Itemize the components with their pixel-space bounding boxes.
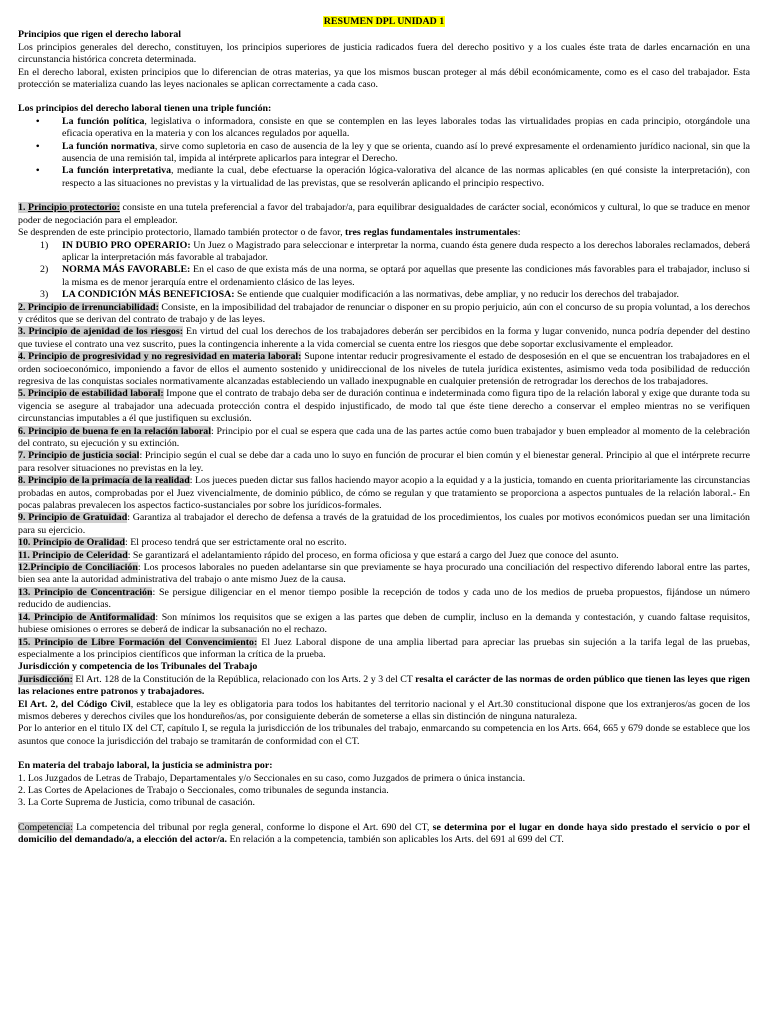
list-item: 3) LA CONDICIÓN MÁS BENEFICIOSA: Se entiende que cualquier modificación a las normativas, debe ampliar, y no reducir los derechos del trabajador. (40, 289, 679, 301)
title-ix-paragraph: Por lo anterior en el titulo IX del CT, capítulo I, se regula la jurisdicción de los tribunales del trabajo, enmarcando su competencia en los Arts. 664, 665 y 679 donde se establece que los asuntos que conoce la jurisdicción del trabajo se tramitarán de conformidad con el CT. (18, 723, 750, 747)
spacer (18, 810, 750, 822)
principle-8: 8. Principio de la primacía de la realidad: Los jueces pueden dictar sus fallos haciendo mayor acopio a la equidad y a la justicia, tomando en cuenta prioritariamente las circunstancias probadas en autos, comprobadas por el Juez vivencialmente, de dominio público, de cómo se regulan y que tratamiento se proporciona a aspectos puntuales de la relación laboral.- En pocas palabras prevalecen los aspectos factico-sustanciales por sobre los jurídicos-formales. (18, 475, 751, 512)
administration-heading: En materia del trabajo laboral, la justicia se administra por: (18, 760, 273, 772)
principle-3: 3. Principio de ajenidad de los riesgos: En virtud del cual los derechos de los trabajadores deberán ser percibidos en la forma y lugar convenido, nunca podría depender del destino que tuviese el contrato una vez suscrito, pues la contingencia inherente a la vida comercial se cuenta entre los riesgos que debe soportar exclusivamente el empleador. (18, 326, 751, 350)
principle-9: 9. Principio de Gratuidad: Garantiza al trabajador el derecho de defensa a través de la gratuidad de los procedimientos, los cuales por motivos económicos puedan ser una limitación para su ejercicio. (18, 512, 750, 536)
list-item: 2. Las Cortes de Apelaciones de Trabajo o Seccionales, como tribunales de segunda instancia. (18, 784, 389, 796)
jurisdiction-paragraph: Jurisdicción: El Art. 128 de la Constitución de la República, relacionado con los Arts. 2 y 3 del CT resalta el carácter de las normas de orden público que tienen las leyes que rigen las relaciones entre patronos y trabajadores. (18, 673, 750, 698)
bullet-icon: • (36, 165, 40, 177)
principle-13: 13. Principio de Concentración: Se persigue diligenciar en el menor tiempo posible la recepción de todos y cada uno de los medios de prueba propuestos, fijándose un número reducido de audiencias. (18, 586, 750, 611)
principle-14: 14. Principio de Antiformalidad: Son mínimos los requisitos que se exigen a las partes que deben de cumplir, incluso en la demanda y contestación, y cuando faltase requisitos, hubiese omisiones o errores se deberá de indicar la subsanación no el rechazo. (18, 611, 750, 636)
principle-6: 6. Principio de buena fe en la relación laboral: Principio por el cual se espera que cada una de las partes actúe como buen trabajador y buen empleador al momento de la celebración del contrato, su ejecución y su extinción. (18, 425, 750, 449)
intro-heading: Principios que rigen el derecho laboral (18, 29, 182, 41)
spacer (18, 748, 750, 760)
jurisdiction-heading: Jurisdicción y competencia de los Tribunales del Trabajo (18, 661, 258, 673)
list-item: • La función interpretativa, mediante la cual, debe efectuarse la operación lógica-valorativa del alcance de las normas aplicables (en qué consiste la interpretación), con respecto a las situaciones no previstas y la virtualidad de las previstas, que se resolverán aplicando el principio respectivo. (36, 165, 750, 189)
list-item: • La función política, legislativa o informadora, consiste en que se contemplen en las leyes laborales todas las virtualidades propias en cada principio, otorgándole una eficacia operativa en la materia y con los alcances regulados por aquella. (36, 115, 751, 140)
principle-1: 1. Principio protectorio: consiste en una tutela preferencial a favor del trabajador/a, para equilibrar desigualdades de carácter social, económicos y cultural, lo que se traduce en menor poder de negociación para el empleador. (18, 202, 750, 226)
principle-10: 10. Principio de Oralidad: El proceso tendrá que ser estrictamente oral no escrito. (18, 537, 347, 549)
intro-paragraph-1: Los principios generales del derecho, constituyen, los principios superiores de justicia radicados fuera del derecho positivo y a los cuales éste trata de darles encarnación en una circunstancia histórica concreta determinada. (18, 41, 750, 66)
principle-11: 11. Principio de Celeridad: Se garantizará el adelantamiento rápido del proceso, en forma oficiosa y que estará a cargo del Juez que conoce del asunto. (18, 549, 619, 561)
list-item: 3. La Corte Suprema de Justicia, como tribunal de casación. (18, 797, 255, 809)
list-item: 1) IN DUBIO PRO OPERARIO: Un Juez o Magistrado para seleccionar e interpretar la norma, cuando ésta genere duda respecto a los derechos laborales reclamados, deberá aplicar la interpretación más favorable al trabajador. (40, 239, 750, 263)
list-item: • La función normativa, sirve como supletoria en caso de ausencia de la ley y que se orienta, cuando así lo prevé expresamente el ordenamiento jurídico nacional, sin que la ausencia de una remisión tal, impida al intérprete aplicarlos para integrar el Derecho. (36, 140, 750, 165)
list-item: 1. Los Juzgados de Letras de Trabajo, Departamentales y/o Seccionales en su caso, como Juzgados de primera o única instancia. (18, 772, 526, 784)
rules-list (18, 240, 750, 302)
civil-code-paragraph: El Art. 2, del Código Civil, establece que la ley es obligatoria para todos los habitantes del territorio nacional y el Art.30 constitucional dispone que los extranjeros/as gocen de los mismos deberes y derechos civiles que los hondureños/as, por consiguiente deberán de someterse a ellas sin distinción de ninguna naturaleza. (18, 698, 750, 722)
document-title: RESUMEN DPL UNIDAD 1 (323, 16, 445, 27)
competence-paragraph: Competencia: La competencia del tribunal por regla general, conforme lo dispone el Art. 690 del CT, se determina por el lugar en donde haya sido prestado el servicio o por el domicilio del demandado/a, a elección del actor/a. En relación a la competencia, también son aplicables los Arts. del 691 al 699 del CT. (18, 821, 750, 846)
spacer (18, 190, 750, 202)
bullet-icon: • (36, 140, 40, 152)
principle-15: 15. Principio de Libre Formación del Convencimiento: El Juez Laboral dispone de una amplia libertad para apreciar las pruebas sin sujeción a la tarifa legal de las pruebas, especialmente a los principios científicos que informan la crítica de la prueba. (18, 636, 750, 660)
principle-12: 12.Principio de Conciliación: Los procesos laborales no pueden adelantarse sin que previamente se haya procurado una conciliación del respectivo diferendo laboral entre las partes, bien sea ante la autoridad administrativa del trabajo o ante mismo Juez de la causa. (18, 562, 750, 586)
principle-7: 7. Principio de justicia social: Principio según el cual se debe dar a cada uno lo suyo en función de procurar el bien común y el bienestar general. Principio al que el intérprete recurre para resolver situaciones no previstas en la ley. (18, 450, 750, 474)
rules-intro: Se desprenden de este principio protectorio, llamado también protector o de favor, tres reglas fundamentales instrumentales: (18, 227, 521, 239)
triple-function-heading: Los principios del derecho laboral tienen una triple función: (18, 103, 272, 115)
principle-2: 2. Principio de irrenunciabilidad: Consiste, en la imposibilidad del trabajador de renunciar o disponer en su propio perjuicio, aún con el concurso de su propia voluntad, a los derechos y créditos que se derivan del contrato de trabajo y de las leyes. (18, 301, 750, 325)
intro-paragraph-2: En el derecho laboral, existen principios que lo diferencian de otras materias, ya que los mismos buscan proteger al más débil económicamente, como es el caso del trabajador. Esta protección se materializa cuando las leyes nacionales se aplican correctamente a cada caso. (18, 66, 750, 91)
list-item: 2) NORMA MÁS FAVORABLE: En el caso de que exista más de una norma, se optará por aquellas que presente las condiciones más favorables para el trabajador, incluso si la misma es de menor jerarquía entre el ordenamiento clásico de las leyes. (40, 264, 750, 288)
principle-4: 4. Principio de progresividad y no regresividad en materia laboral: Supone intentar reducir progresivamente el estado de desposesión en el que se encuentran los trabajadores en el orden socioeconómico, imponiendo a favor de ellos el aumento sostenido y unidireccional de los niveles de tutela jurídica existentes, asimismo veda toda posibilidad de reducción regresiva de las conquistas sociales normativamente alcanzadas estableciendo un vallado inexpugnable en cualquier pretensión de retrogradar los derechos de los trabajadores. (18, 351, 750, 387)
principle-5: 5. Principio de estabilidad laboral: Impone que el contrato de trabajo deba ser de duración continua e indeterminada como figura tipo de la relación laboral y exige que durante toda su vigencia se asegure al trabajador una adecuada protección contra el despido injustificado, de modo tal que éste tiene derecho a conservar el empleo mientras no se verifiquen circunstancias imputables a él que justifiquen su exclusión. (18, 388, 750, 425)
triple-function-list (18, 116, 750, 190)
bullet-icon: • (36, 115, 40, 127)
spacer (18, 91, 750, 103)
